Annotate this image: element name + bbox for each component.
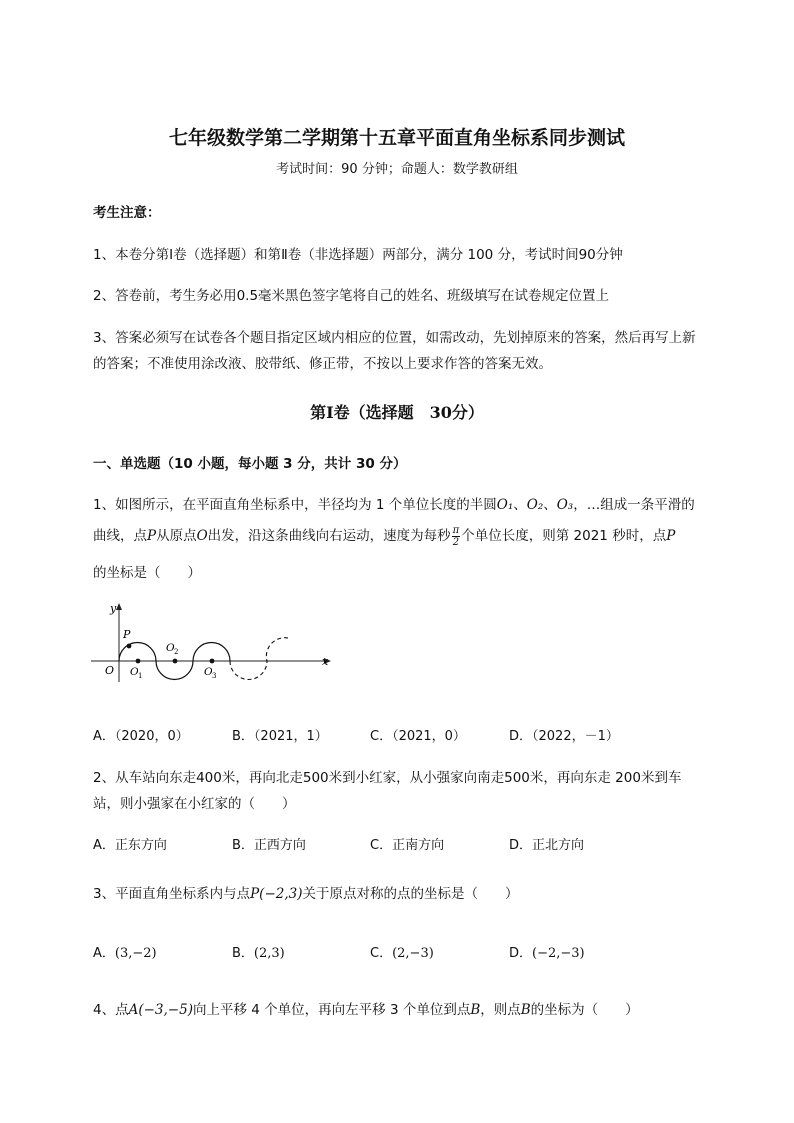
q1-option-c[interactable]: C．（2021，0）: [370, 729, 466, 744]
q1-option-a[interactable]: A．（2020，0）: [93, 729, 189, 744]
q1-text-f: 个单位长度，则第 2021 秒时，点: [461, 528, 667, 544]
q1-text-c: 曲线，点: [93, 528, 147, 544]
notice-item-3-line-1: 3、答案必须写在试卷各个题目指定区域内相应的位置，如需改动，先划掉原来的答案，然后再写上新: [93, 330, 696, 346]
q2-line-1: 2、从车站向东走400米，再向北走500米到小红家，从小强家向南走500米，再向东走 200米到车: [93, 770, 682, 786]
q1-o2: O₂: [526, 497, 544, 513]
notice-item-2: 2、答卷前，考生务必用0.5毫米黑色签字笔将自己的姓名、班级填写在试卷规定位置上: [93, 288, 610, 304]
notice-item-3-line-2: 的答案；不准使用涂改液、胶带纸、修正带，不按以上要求作答的答案无效。: [93, 356, 552, 372]
origin-label: O: [105, 664, 115, 677]
q1-text-d: 从原点: [156, 528, 197, 544]
q3-point: P(−2,3): [250, 886, 303, 902]
p-label: P: [123, 628, 131, 641]
q4-point: A(−3,−5): [128, 1002, 193, 1018]
point-p: [127, 644, 132, 649]
dashed-curve: [230, 638, 288, 680]
q4-text-c: ，则点: [480, 1002, 521, 1018]
q4-text-d: 的坐标为（ ）: [530, 1002, 639, 1018]
notice-heading: 考生注意：: [93, 205, 161, 221]
q2-option-c[interactable]: C．正南方向: [370, 838, 445, 853]
q1-line-2: [93, 524, 675, 548]
frac-numerator: π: [452, 524, 460, 536]
part-heading: 一、单选题（10 小题，每小题 3 分，共计 30 分）: [93, 456, 407, 472]
q1-text-a: 1、如图所示，在平面直角坐标系中，半径均为 1 个单位长度的半圆: [93, 497, 497, 513]
o3-label: O: [204, 666, 213, 678]
exam-title: 七年级数学第二学期第十五章平面直角坐标系同步测试: [168, 127, 625, 149]
q3-text-a: 3、平面直角坐标系内与点: [93, 886, 251, 902]
o1-subscript: 1: [138, 672, 143, 680]
y-axis-arrow: [116, 603, 122, 610]
o1-label: O: [130, 666, 139, 678]
exam-subtitle: 考试时间：90 分钟；命题人：数学教研组: [276, 162, 518, 177]
q1-text-e: 出发，沿这条曲线向右运动，速度为每秒: [207, 528, 451, 544]
q3-option-a-letter: A．: [93, 946, 115, 961]
q1-o: O: [196, 528, 208, 544]
section-title: 第Ⅰ卷（选择题 30分）: [310, 403, 484, 422]
q2-option-a[interactable]: A．正东方向: [93, 838, 167, 853]
q1-sep-2: 、: [543, 497, 557, 513]
q2-option-b[interactable]: B．正西方向: [232, 838, 306, 853]
point-o2: [173, 659, 178, 664]
x-axis-label: x: [322, 655, 329, 668]
q3-option-c-value: (2,−3): [392, 946, 434, 961]
q1-text-b: ，…组成一条平滑的: [573, 497, 695, 513]
point-o1: [136, 659, 141, 664]
q1-p: P: [147, 528, 157, 544]
point-o3: [210, 659, 215, 664]
q1-option-d[interactable]: D．（2022，－1）: [509, 729, 619, 744]
q3-text-b: 关于原点对称的点的坐标是（ ）: [302, 886, 519, 902]
q3-text: [93, 882, 519, 902]
q1-option-b[interactable]: B．（2021，1）: [232, 729, 328, 744]
q4-text: [93, 998, 639, 1018]
q3-option-a-value: (3,−2): [114, 946, 157, 961]
q4-b-1: B: [470, 1002, 481, 1018]
q3-option-b-letter: B．: [232, 946, 254, 961]
q3-option-b-value: (2,3): [253, 946, 285, 961]
o2-subscript: 2: [174, 648, 179, 656]
q1-o1: O₁: [496, 497, 514, 513]
q3-option-d-letter: D．: [509, 946, 533, 961]
q3-option-d-value: (−2,−3): [532, 946, 585, 961]
q4-text-b: 向上平移 4 个单位，再向左平移 3 个单位到点: [192, 1002, 471, 1018]
q2-option-d[interactable]: D．正北方向: [509, 838, 585, 853]
q3-option-d[interactable]: [509, 942, 585, 961]
o3-subscript: 3: [212, 672, 217, 680]
o2-label: O: [166, 642, 175, 654]
q3-option-a[interactable]: [93, 942, 157, 961]
q4-b-2: B: [520, 1002, 531, 1018]
q1-line-3: 的坐标是（ ）: [93, 565, 201, 581]
pi-over-2-fraction: [452, 525, 461, 548]
notice-item-1: 1、本卷分第Ⅰ卷（选择题）和第Ⅱ卷（非选择题）两部分，满分 100 分，考试时间90分钟: [93, 247, 623, 263]
q3-option-c[interactable]: [370, 942, 434, 961]
q3-option-b[interactable]: [232, 942, 285, 961]
q2-line-2: 站，则小强家在小红家的（ ）: [93, 796, 296, 812]
q1-p-2: P: [666, 528, 676, 544]
q3-option-c-letter: C．: [370, 946, 393, 961]
q1-sep-1: 、: [513, 497, 527, 513]
q1-figure: [88, 598, 338, 688]
q1-o3: O₃: [556, 497, 574, 513]
q1-line-1: [93, 493, 695, 513]
q4-text-a: 4、点: [93, 1002, 129, 1018]
y-axis-label: y: [110, 602, 117, 615]
frac-denominator: 2: [452, 536, 460, 548]
